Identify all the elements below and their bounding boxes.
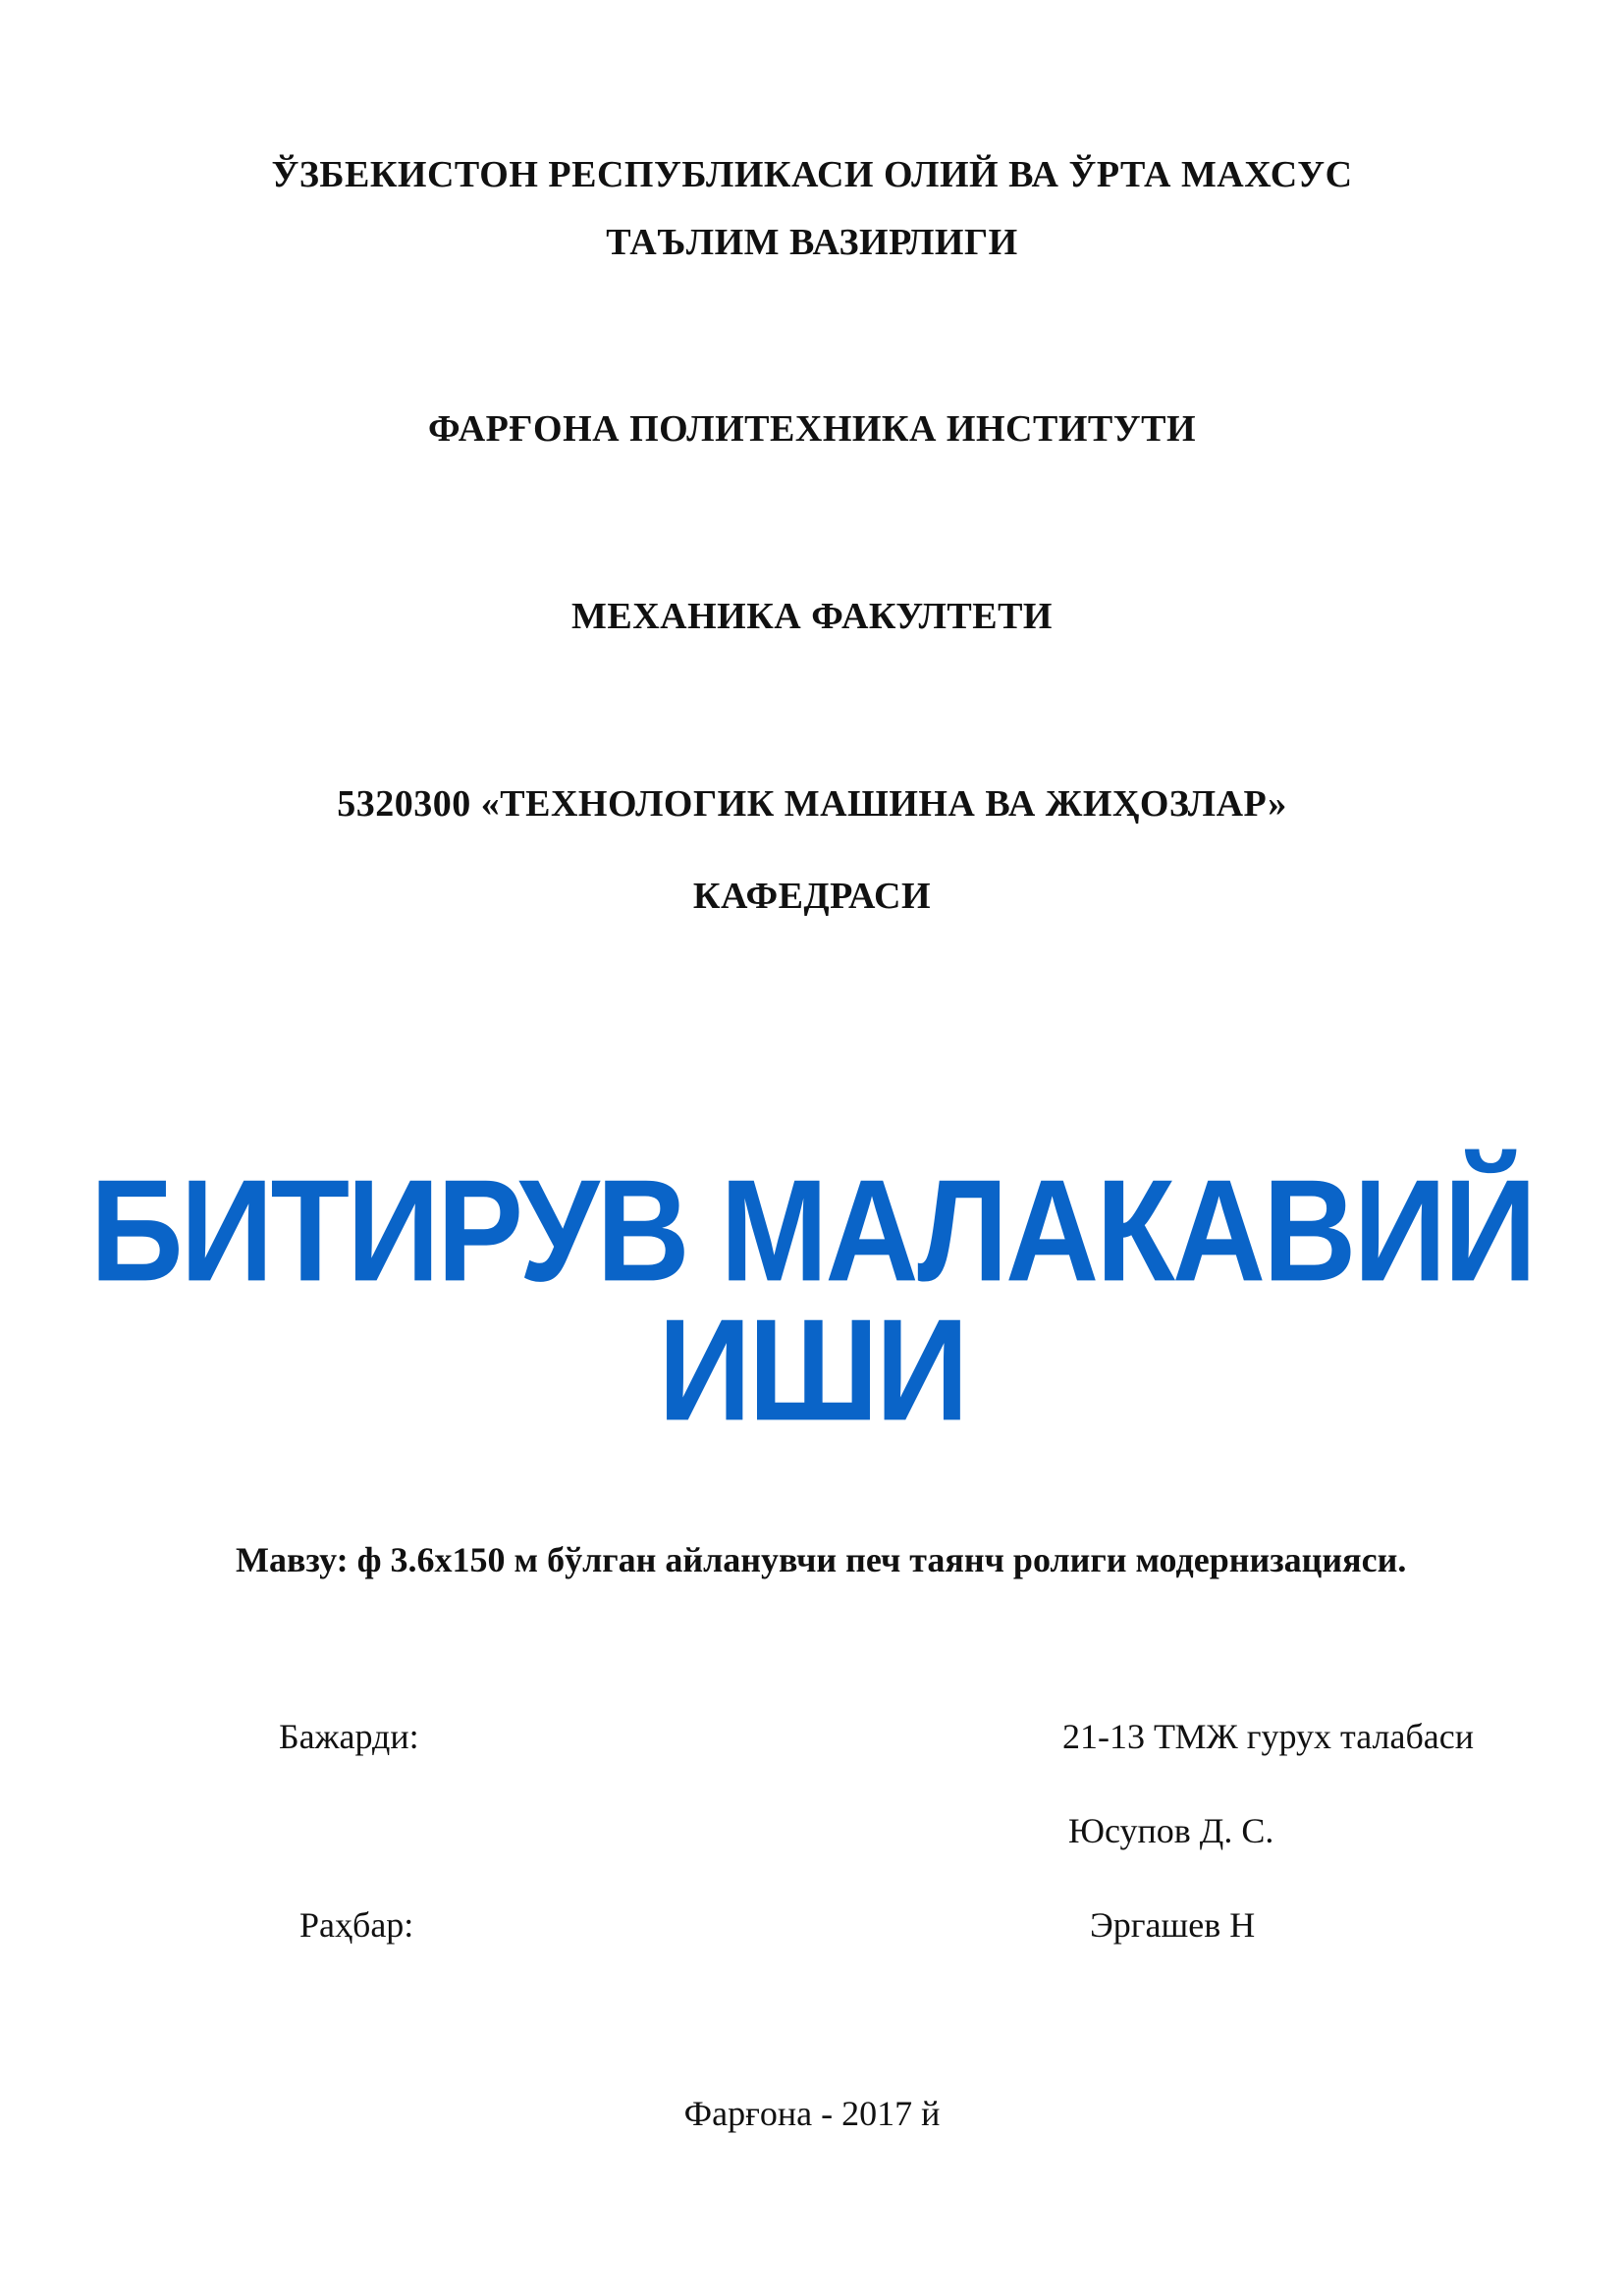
department-line-1: 5320300 «ТЕХНОЛОГИК МАШИНА ВА ЖИҲОЗЛАР» xyxy=(337,783,1287,825)
faculty-name: МЕХАНИКА ФАКУЛТЕТИ xyxy=(571,596,1053,637)
student-name: Юсупов Д. С. xyxy=(1068,1811,1274,1850)
ministry-line-2: ТАЪЛИМ ВАЗИРЛИГИ xyxy=(606,222,1018,263)
supervisor-name: Эргашев Н xyxy=(1090,1905,1256,1945)
document-title xyxy=(0,1149,1624,1451)
student-group: 21-13 ТМЖ гурух талабаси xyxy=(1062,1717,1475,1756)
institute-name: ФАРҒОНА ПОЛИТЕХНИКА ИНСТИТУТИ xyxy=(427,408,1197,450)
city-year: Фарғона - 2017 й xyxy=(683,2094,941,2133)
supervisor-label: Раҳбар: xyxy=(299,1905,414,1945)
department-line-2: КАФЕДРАСИ xyxy=(692,876,932,917)
document-title-line-1: БИТИРУВ МАЛАКАВИЙ xyxy=(89,1149,1535,1311)
ministry-line-1: ЎЗБЕКИСТОН РЕСПУБЛИКАСИ ОЛИЙ ВА ЎРТА МАХСУС xyxy=(271,154,1353,195)
performed-label: Бажарди: xyxy=(279,1717,419,1756)
topic-line: Мавзу: ф 3.6х150 м бўлган айланувчи печ таянч ролиги модернизацияси. xyxy=(236,1540,1407,1579)
document-title-line-2: ИШИ xyxy=(658,1289,966,1451)
